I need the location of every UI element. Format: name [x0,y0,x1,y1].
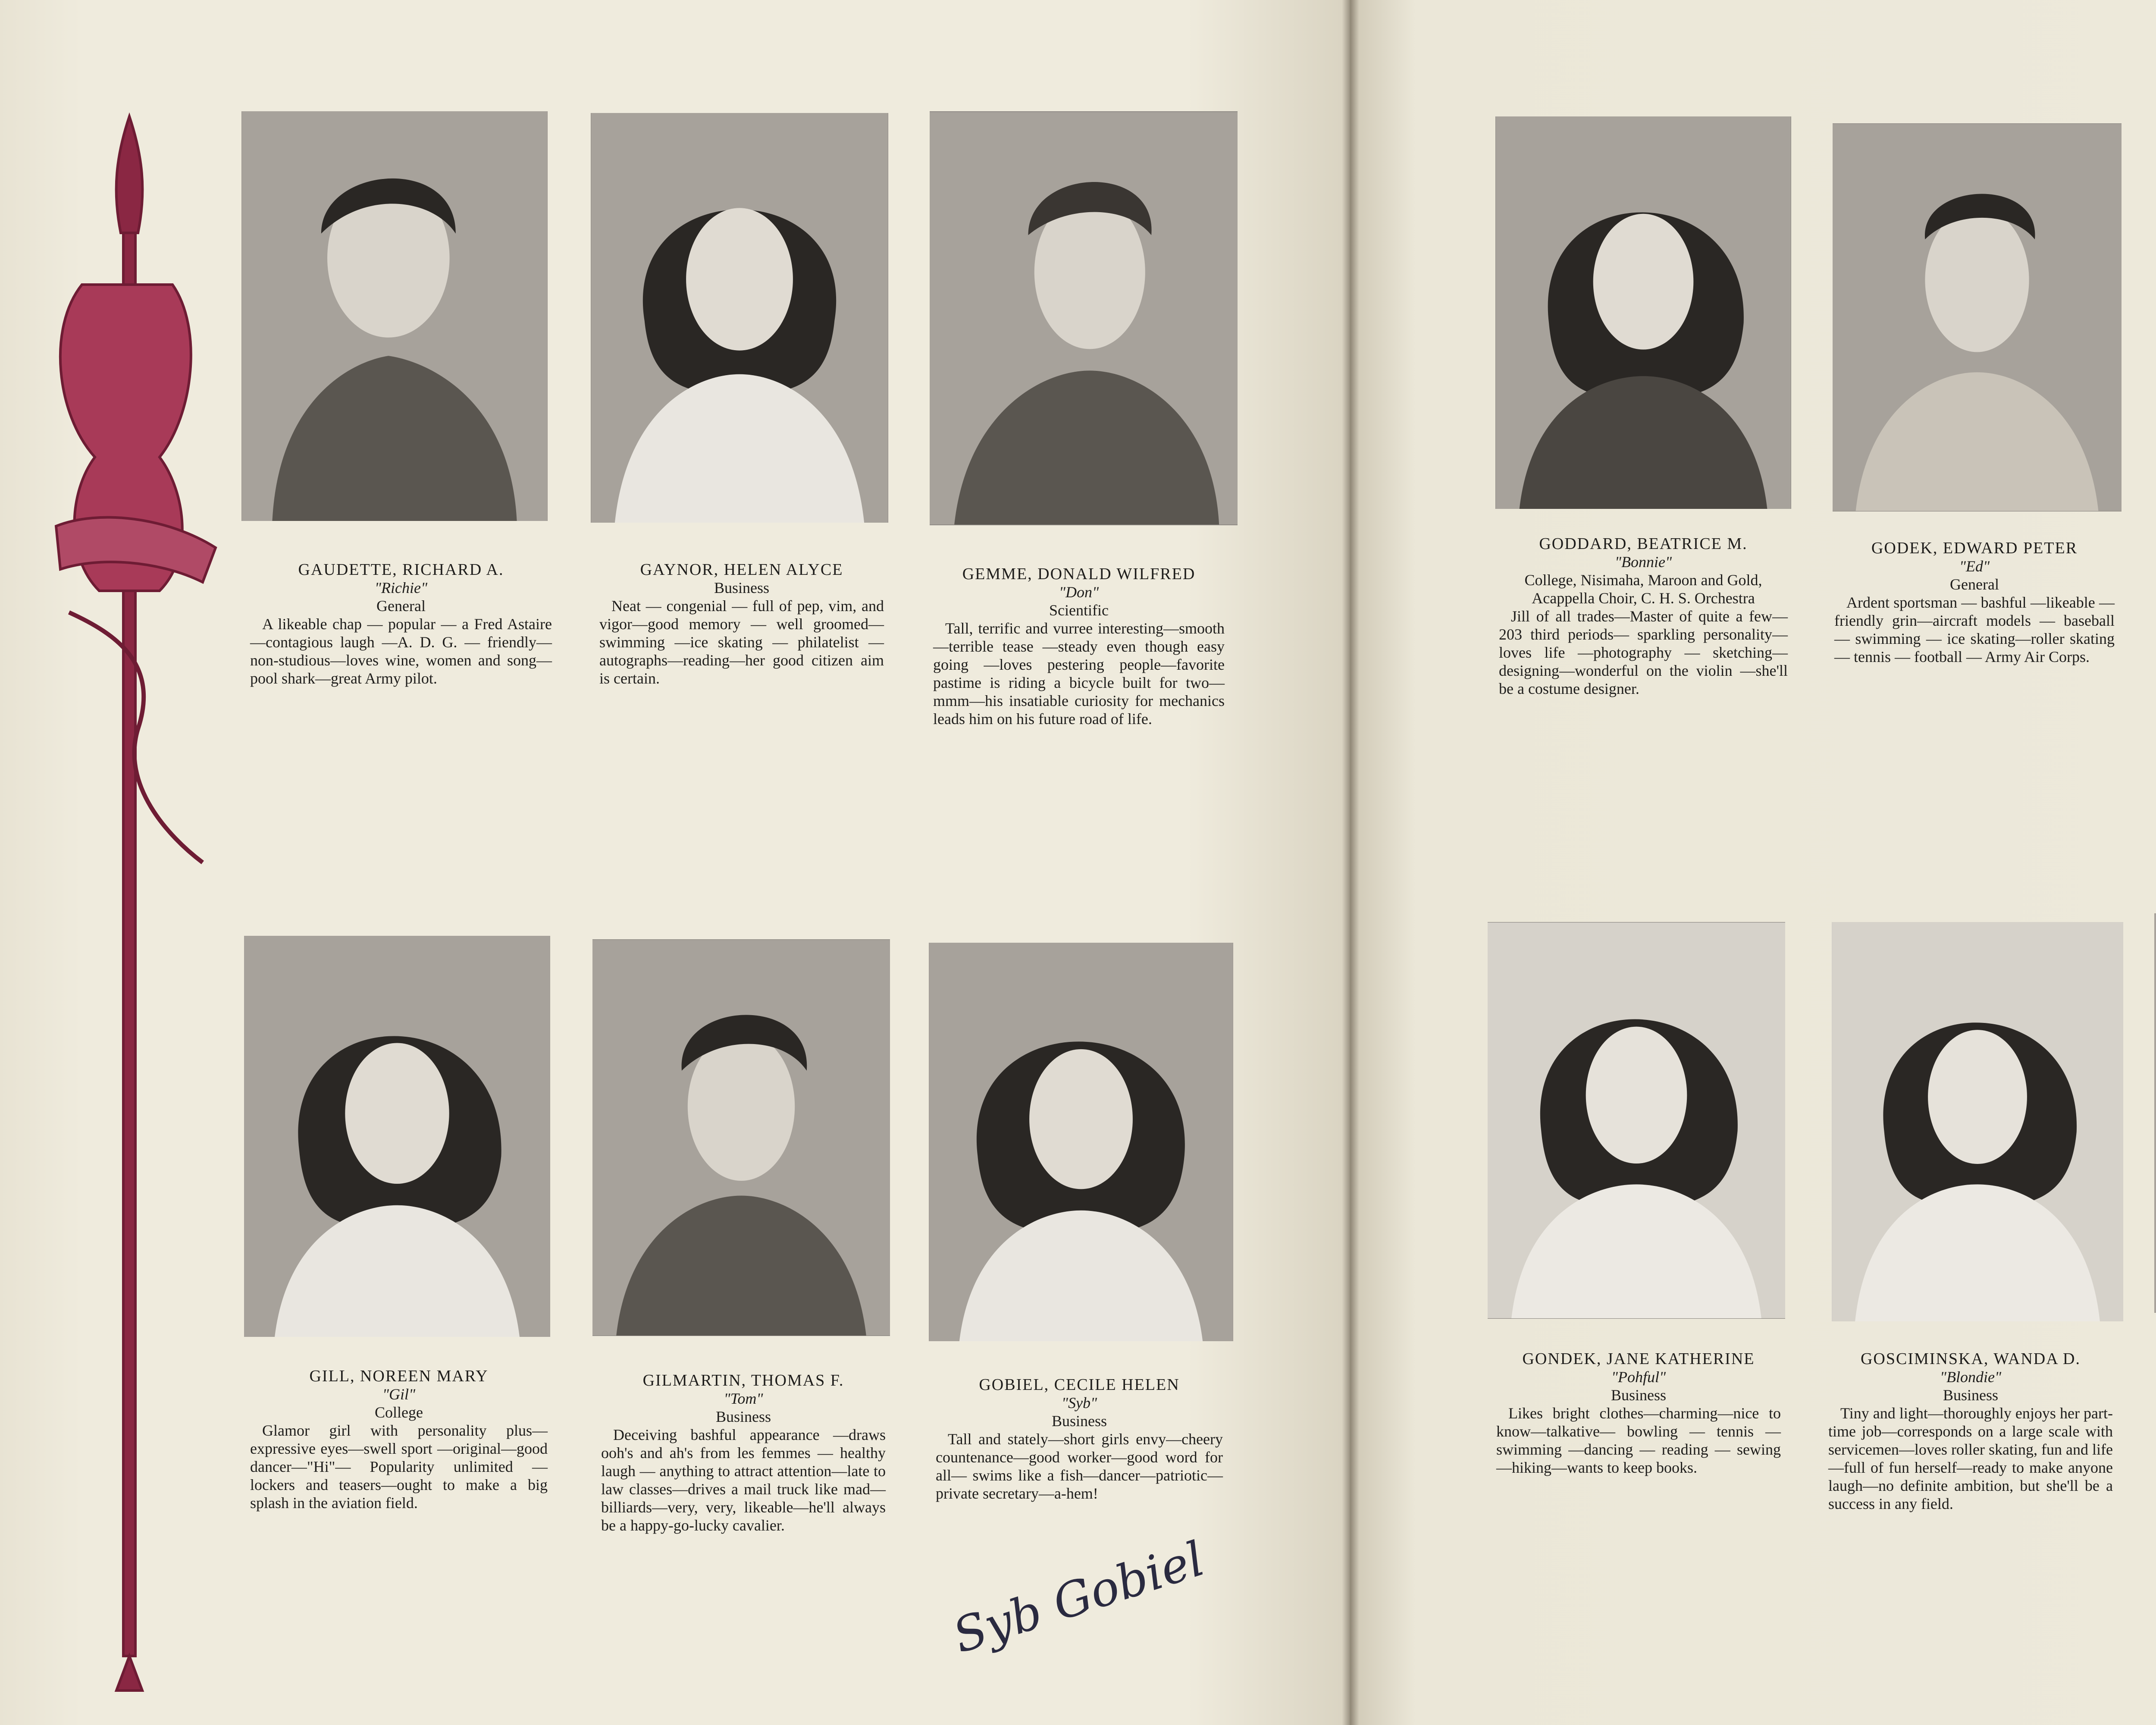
student-entry [601,1371,886,1534]
student-entry [250,1367,548,1512]
student-entry [1499,535,1788,698]
signature-gobiel: Syb Gobiel [946,1531,1211,1664]
book-gutter [1342,0,1359,1725]
student-name: GONDEK, JANE KATHERINE [1522,1350,1755,1368]
portrait-photo [1833,123,2122,511]
student-entry [1834,539,2115,666]
student-name: GOBIEL, CECILE HELEN [979,1376,1180,1394]
student-bio: Tall, terrific and vurree interesting—smooth—terrible tease —steady even though easy going —loves pestering people—favorite pastime is riding a bicycle built for two—mmm—his insatiable curiosity for mechanics leads him on his future road of life. [933,620,1225,728]
student-bio: Ardent sportsman — bashful —likeable — friendly grin—aircraft models — baseball — swimming — ice skating—roller skating — tennis — football — Army Air Corps. [1834,594,2115,665]
student-name: GOSCIMINSKA, WANDA D. [1860,1350,2081,1368]
portrait-photo [591,113,888,523]
portrait-photo [592,939,890,1336]
student-course: College [375,1404,423,1421]
student-entry [1496,1350,1781,1477]
student-name: GILMARTIN, THOMAS F. [642,1371,844,1389]
student-name: GODEK, EDWARD PETER [1871,539,2078,557]
student-nickname: "Gil" [382,1386,416,1403]
student-course: Business [1051,1412,1107,1430]
student-bio: A likeable chap — popular — a Fred Astaire—contagious laugh —A. D. G. — friendly—non-studious—loves wine, women and song—pool shark—great Army pilot. [250,615,552,687]
student-course: Business [1611,1386,1667,1404]
student-nickname: "Syb" [1061,1394,1097,1411]
student-name: GEMME, DONALD WILFRED [962,565,1196,583]
portrait-photo [244,936,550,1337]
student-name: GAUDETTE, RICHARD A. [298,561,504,579]
portrait-photo [1832,922,2123,1321]
left-spear-ornament [30,104,229,1699]
portrait-photo [2154,913,2156,1313]
student-course: Business [715,1408,771,1425]
student-nickname: "Richie" [374,579,428,596]
student-entry [936,1376,1223,1502]
student-bio: Tiny and light—thoroughly enjoys her part-time job—corresponds on a large scale with servicemen—loves roller skating, fun and life—full of fun herself—ready to make anyone laugh—no definite ambition, but she'll be a success in any field. [1828,1405,2113,1512]
student-bio: Neat — congenial — full of pep, vim, and vigor—good memory — well groomed—swimming —ice skating — philatelist — autographs—reading—her good citizen aim is certain. [599,597,884,687]
student-bio: Glamor girl with personality plus—expressive eyes—swell sport —original—good dancer—"Hi"— Popularity unlimited — lockers and teasers—ought to make a big splash in the aviation field. [250,1422,548,1512]
student-course: Business [1943,1386,1999,1404]
student-nickname: "Ed" [1959,558,1990,575]
student-entry [599,561,884,687]
student-course: General [1950,576,1999,593]
student-bio: Deceiving bashful appearance —draws ooh's and ah's from les femmes — healthy laugh — anything to attract attention—late to law classes—drives a mail truck like mad—billiards—very, very, likeable—he'll always be a happy-go-lucky cavalier. [601,1426,886,1534]
portrait-photo [1488,922,1785,1319]
student-bio: Likes bright clothes—charming—nice to know—talkative— bowling — tennis — swimming —dancing — reading — sewing —hiking—wants to keep books. [1496,1405,1781,1476]
student-nickname: "Don" [1059,583,1099,601]
student-bio: Tall and stately—short girls envy—cheery countenance—good worker—good word for all— swims like a fish—dancer—patriotic—private secretary—a-hem! [936,1430,1223,1502]
portrait-photo [929,943,1233,1341]
student-course: General [376,597,426,615]
student-entry [933,565,1225,728]
portrait-photo [930,111,1238,525]
student-entry [1828,1350,2113,1513]
student-entry [250,561,552,687]
student-course: College, Nisimaha, Maroon and Gold, Acappella Choir, C. H. S. Orchestra [1524,571,1762,607]
student-name: GODDARD, BEATRICE M. [1539,535,1748,553]
student-course: Scientific [1049,602,1109,619]
student-bio: Jill of all trades—Master of quite a few—203 third periods— sparkling personality—loves life —photography — sketching—designing—wonderful on the violin —she'll be a costume designer. [1499,608,1788,697]
portrait-photo [1495,116,1791,509]
student-nickname: "Tom" [724,1390,763,1407]
portrait-photo [241,111,548,521]
student-nickname: "Bonnie" [1614,553,1672,571]
student-name: GAYNOR, HELEN ALYCE [640,561,843,579]
student-nickname: "Pohful" [1611,1368,1666,1386]
student-course: Business [714,579,770,596]
student-nickname: "Blondie" [1940,1368,2002,1386]
student-name: GILL, NOREEN MARY [309,1367,489,1385]
